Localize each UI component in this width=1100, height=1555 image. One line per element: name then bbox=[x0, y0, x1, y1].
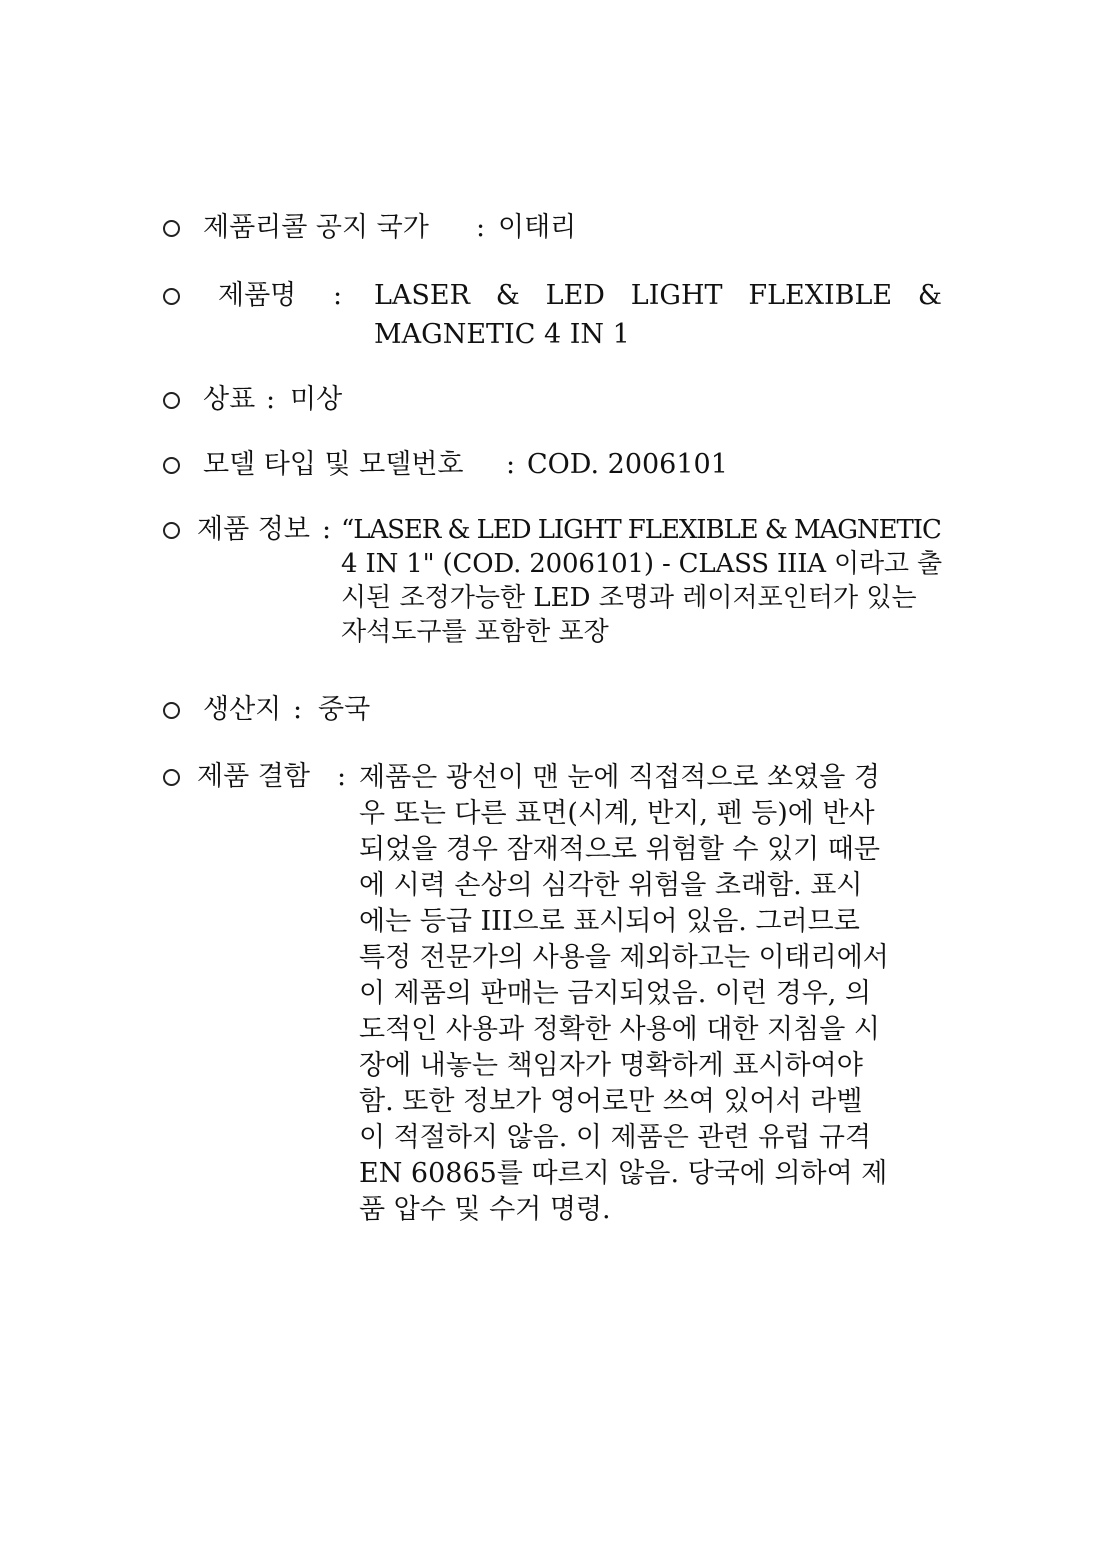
defect-line: 이 적절하지 않음. 이 제품은 관련 유럽 규격 bbox=[359, 1122, 872, 1153]
recall-country-label: 제품리콜 공지 국가 bbox=[203, 212, 429, 243]
brand-label: 상표 bbox=[203, 384, 256, 415]
origin-separator: : bbox=[293, 694, 303, 725]
origin-value: 중국 bbox=[318, 694, 371, 725]
defect-line: 에는 등급 III으로 표시되어 있음. 그러므로 bbox=[359, 906, 860, 937]
defect-line: 제품은 광선이 맨 눈에 직접적으로 쏘였을 경 bbox=[359, 762, 880, 793]
defect-line: 장에 내놓는 책임자가 명확하게 표시하여야 bbox=[359, 1050, 863, 1081]
defect-line: 되었을 경우 잠재적으로 위험할 수 있기 때문 bbox=[359, 834, 880, 865]
product-info-label: 제품 정보 bbox=[197, 514, 310, 545]
product-name-word: LIGHT bbox=[630, 280, 723, 311]
defect-line: 에 시력 손상의 심각한 위험을 초래함. 표시 bbox=[359, 870, 863, 901]
product-name-label: 제품명 bbox=[218, 280, 297, 311]
product-name-word: FLEXIBLE bbox=[748, 280, 893, 311]
defect-line: EN 60865를 따르지 않음. 당국에 의하여 제 bbox=[359, 1158, 888, 1189]
model-label: 모델 타입 및 모델번호 bbox=[203, 449, 464, 480]
origin-label: 생산지 bbox=[203, 694, 282, 725]
bullet-circle-icon bbox=[163, 220, 180, 237]
brand-separator: : bbox=[266, 384, 276, 415]
product-info-line: 자석도구를 포함한 포장 bbox=[341, 617, 609, 647]
product-name-line-2: MAGNETIC 4 IN 1 bbox=[374, 319, 630, 350]
bullet-circle-icon bbox=[163, 769, 180, 786]
brand-value: 미상 bbox=[290, 384, 343, 415]
product-name-word: & bbox=[495, 280, 520, 311]
defect-line: 도적인 사용과 정확한 사용에 대한 지침을 시 bbox=[359, 1014, 880, 1045]
defect-label: 제품 결함 bbox=[197, 761, 310, 792]
bullet-circle-icon bbox=[163, 457, 180, 474]
defect-line: 품 압수 및 수거 명령. bbox=[359, 1194, 611, 1225]
defect-line: 우 또는 다른 표면(시계, 반지, 펜 등)에 반사 bbox=[359, 798, 875, 829]
product-name-word: LED bbox=[545, 280, 605, 311]
model-separator: : bbox=[506, 449, 516, 480]
bullet-circle-icon bbox=[163, 288, 180, 305]
product-name-word: & bbox=[917, 280, 942, 311]
product-name-line-1 bbox=[374, 279, 942, 313]
product-info-value bbox=[341, 513, 942, 649]
product-info-line: 시된 조정가능한 LED 조명과 레이저포인터가 있는 bbox=[341, 583, 917, 613]
defect-line: 특정 전문가의 사용을 제외하고는 이태리에서 bbox=[359, 942, 889, 973]
bullet-circle-icon bbox=[163, 522, 180, 539]
bullet-circle-icon bbox=[163, 392, 180, 409]
product-name-word: LASER bbox=[374, 280, 470, 311]
product-info-separator: : bbox=[322, 514, 332, 545]
model-value: COD. 2006101 bbox=[527, 449, 728, 480]
defect-description bbox=[359, 760, 942, 1228]
bullet-circle-icon bbox=[163, 702, 180, 719]
product-info-line: 4 IN 1" (COD. 2006101) - CLASS IIIA 이라고 출 bbox=[341, 549, 942, 579]
product-name-separator: : bbox=[333, 280, 343, 311]
recall-country-separator: : bbox=[476, 212, 486, 243]
recall-country-value: 이태리 bbox=[498, 212, 577, 243]
product-info-line: “LASER & LED LIGHT FLEXIBLE & MAGNETIC bbox=[341, 515, 941, 545]
product-name-value bbox=[374, 279, 942, 352]
defect-line: 이 제품의 판매는 금지되었음. 이런 경우, 의 bbox=[359, 978, 872, 1009]
defect-line: 함. 또한 정보가 영어로만 쓰여 있어서 라벨 bbox=[359, 1086, 863, 1117]
defect-separator: : bbox=[337, 761, 347, 792]
